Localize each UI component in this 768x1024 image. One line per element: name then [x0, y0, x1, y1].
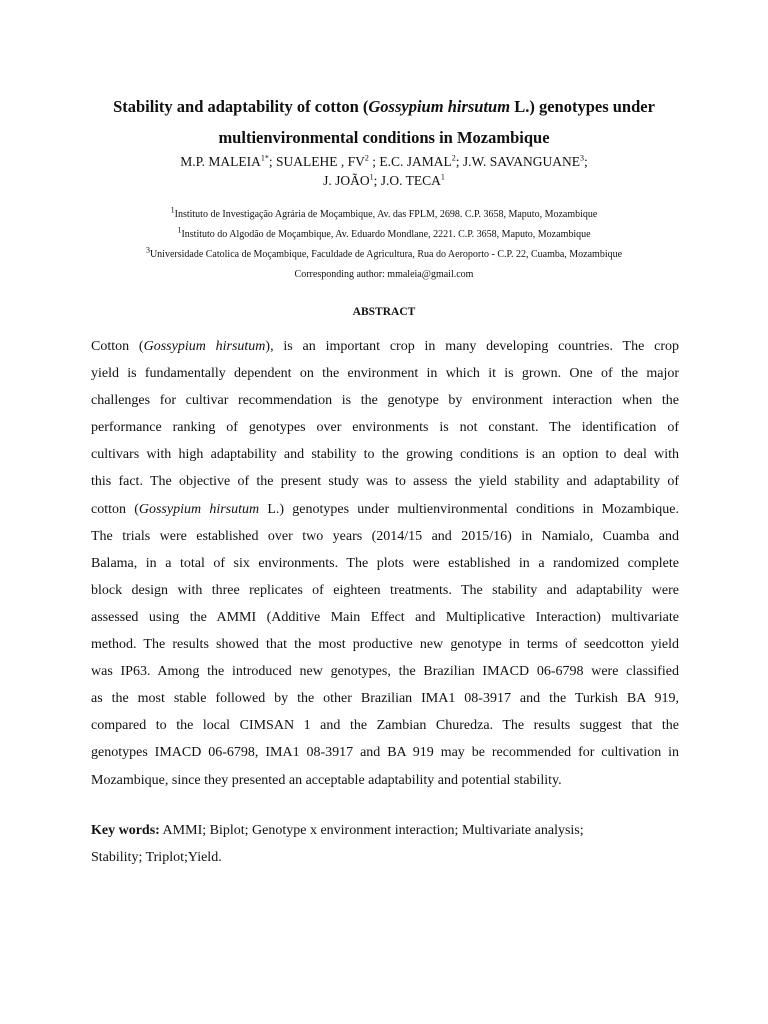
corresponding-author: Corresponding author: mmaleia@gmail.com: [294, 269, 474, 280]
affiliation-2: $^1$Instituto do Algodão de Moçambique, Av. Eduardo Mondlane, 2221. C.P. 3658, Maputo, Mozambique: [177, 225, 591, 240]
abstract-line: compared to the local CIMSAN 1 and the Zambian Churedza. The results suggest that the: [91, 718, 679, 734]
abstract-line: as the most stable followed by the other Brazilian IMA1 08-3917 and the Turkish BA 919,: [91, 691, 679, 707]
abstract-line: Cotton (Gossypium hirsutum), is an important crop in many developing countries. The crop: [91, 339, 679, 354]
keywords-line-2: Stability; Triplot;Yield.: [91, 850, 222, 866]
abstract-line: genotypes IMACD 06-6798, IMA1 08-3917 and BA 919 may be recommended for cultivation in: [91, 745, 679, 761]
abstract-line: The trials were established over two years (2014/15 and 2015/16) in Namialo, Cuamba and: [91, 528, 679, 544]
author-line-2: J. JOÃO$^1$; J.O. TECA$^1$: [323, 172, 445, 188]
abstract-line: cultivars with high adaptability and stability to the growing conditions is an option to deal with: [91, 447, 679, 463]
abstract-line: block design with three replicates of eighteen treatments. The stability and adaptability were: [91, 582, 679, 598]
abstract-line: Balama, in a total of six environments. The plots were established in a randomized complete: [91, 555, 679, 571]
abstract-line: assessed using the AMMI (Additive Main Effect and Multiplicative Interaction) multivariate: [91, 609, 679, 625]
abstract-line: yield is fundamentally dependent on the environment in which it is grown. One of the major: [91, 366, 679, 382]
abstract-line: cotton (Gossypium hirsutum L.) genotypes under multienvironmental conditions in Mozambique.: [91, 501, 679, 517]
abstract-line: was IP63. Among the introduced new genotypes, the Brazilian IMACD 06-6798 were classified: [91, 664, 679, 680]
author-list: [60, 152, 708, 190]
abstract-line: method. The results showed that the most productive new genotype in terms of seedcotton yield: [91, 637, 679, 653]
abstract-body: [91, 333, 679, 794]
keywords-label: Key words:: [91, 823, 160, 838]
abstract-line: this fact. The objective of the present study was to assess the yield stability and adaptability of: [91, 474, 679, 490]
author-line-1: M.P. $MALEIA^{1*}$; SUALEHE , $FV^2$ ; E.C. JAMAL$^2$; J.W. SAVANGUANE$^3$;: [180, 153, 588, 169]
title-line-2: multienvironmental conditions in Mozambique: [218, 128, 550, 147]
affiliation-1: $^1$Instituto de Investigação Agrária de Moçambique, Av. das FPLM, 2698. C.P. 3658, Maputo, Mozambique: [170, 205, 598, 220]
title-species-name: Gossypium hirsutum: [368, 97, 511, 116]
affiliation-3: $^3$Universidade Catolica de Moçambique, Faculdade de Agricultura, Rua do Aeroporto - C.P. 22, Cuamba, Mozambique: [145, 245, 623, 260]
abstract-line: performance ranking of genotypes over environments is not constant. The identification of: [91, 420, 679, 436]
abstract-line: challenges for cultivar recommendation is the genotype by environment interaction when the: [91, 393, 679, 409]
abstract-heading: ABSTRACT: [352, 306, 416, 318]
keywords-line-1: Key words: AMMI; Biplot; Genotype x environment interaction; Multivariate analysis;: [91, 823, 584, 838]
abstract-line: Mozambique, since they presented an acceptable adaptability and potential stability.: [91, 772, 562, 788]
paper-title: [60, 91, 708, 153]
title-line-1: Stability and adaptability of cotton (Gossypium hirsutum L.) genotypes under: [113, 97, 655, 116]
affiliations: [60, 205, 708, 285]
keywords: [91, 817, 679, 871]
